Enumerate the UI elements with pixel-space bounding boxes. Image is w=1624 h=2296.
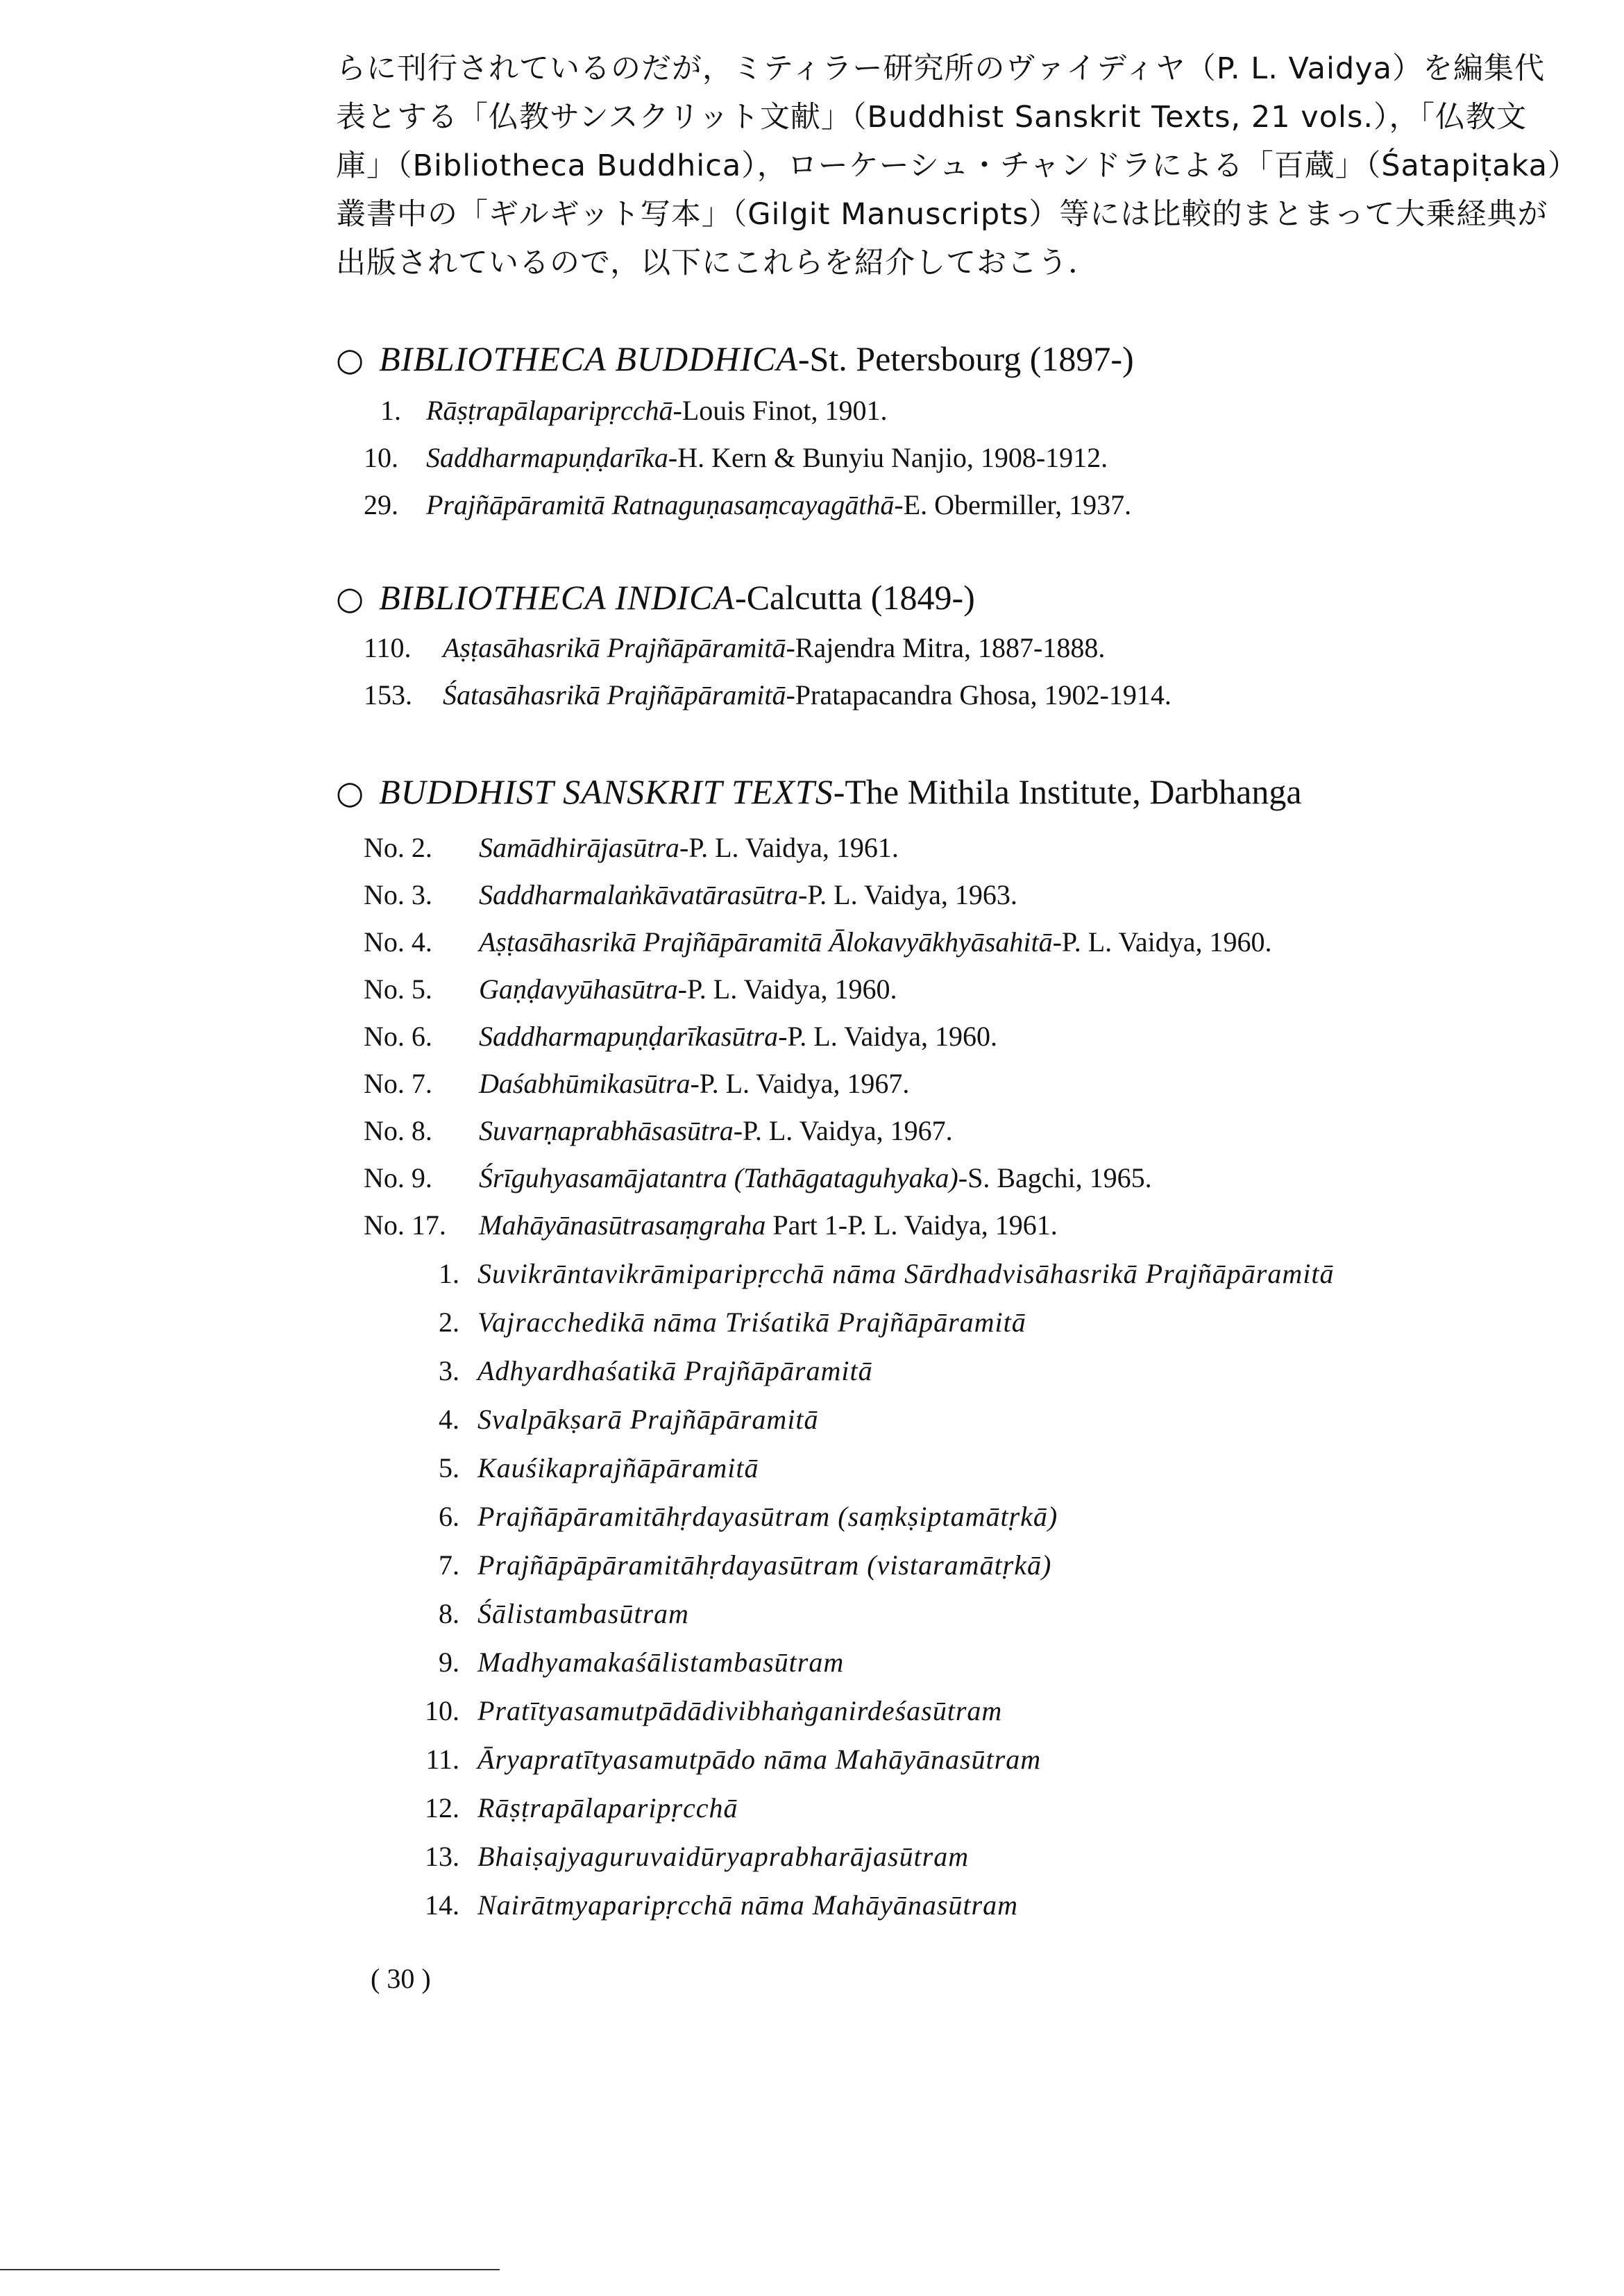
item-details: -P. L. Vaidya, 1967.: [690, 1068, 910, 1099]
sub-item-title: Rāṣṭrapālaparipṛcchā: [477, 1792, 738, 1823]
item-title: Mahāyānasūtrasaṃgraha: [479, 1209, 766, 1241]
sub-item-title: Bhaiṣajyaguruvaidūryaprabharājasūtram: [477, 1841, 970, 1872]
sub-list-item: [407, 1549, 1051, 1581]
sub-list-item: [407, 1694, 1002, 1727]
sub-item-number: 6.: [439, 1501, 459, 1532]
sub-item-number: 8.: [439, 1598, 459, 1629]
series-place: -Calcutta (1849-): [735, 578, 975, 617]
sub-item-title: Śālistambasūtram: [477, 1598, 689, 1629]
sub-item-title: Āryapratītyasamutpādo nāma Mahāyānasūtram: [477, 1744, 1042, 1775]
item-number: 29.: [364, 489, 398, 520]
sub-item-number: 11.: [425, 1744, 459, 1775]
sub-item-number: 3.: [439, 1355, 459, 1386]
list-item: [364, 679, 1172, 711]
series-name: BUDDHIST SANSKRIT TEXTS: [379, 772, 834, 811]
item-title: Śrīguhyasamājatantra (Tathāgataguhyaka): [479, 1162, 958, 1193]
item-title: Śatasāhasrikā Prajñāpāramitā: [443, 679, 786, 711]
item-number: No. 6.: [364, 1021, 432, 1052]
item-number: No. 8.: [364, 1115, 432, 1146]
list-item: [364, 926, 1272, 958]
series-name: BIBLIOTHECA BUDDHICA: [379, 339, 798, 378]
sub-item-number: 14.: [425, 1889, 459, 1921]
intro-line: 叢書中の「ギルギット写本」（Gilgit Manuscripts）等には比較的まとまって大乗経典が: [336, 197, 1548, 232]
item-title: Gaṇḍavyūhasūtra: [479, 973, 678, 1005]
sub-item-title: Nairātmyaparipṛcchā nāma Mahāyānasūtram: [477, 1889, 1018, 1921]
series-name: BIBLIOTHECA INDICA: [379, 578, 736, 617]
sub-item-title: Vajracchedikā nāma Triśatikā Prajñāpāramitā: [477, 1307, 1026, 1338]
footnote-divider: [0, 2269, 500, 2270]
item-title: Aṣṭasāhasrikā Prajñāpāramitā Ālokavyākhyāsahitā: [479, 926, 1053, 958]
sub-item-title: Prajñāpāpāramitāhṛdayasūtram (vistaramātṛkā): [477, 1549, 1052, 1581]
sub-item-title: Svalpākṣarā Prajñāpāramitā: [477, 1404, 819, 1435]
sub-item-number: 7.: [439, 1549, 459, 1581]
list-item: [364, 1209, 1058, 1241]
sub-list-item: [407, 1500, 1058, 1533]
sub-item-number: 12.: [425, 1792, 459, 1823]
item-details: -S. Bagchi, 1965.: [958, 1162, 1152, 1193]
item-number: No. 2.: [364, 832, 432, 863]
series-place: -The Mithila Institute, Darbhanga: [833, 772, 1302, 811]
list-item: [364, 973, 897, 1005]
item-title: Rāṣṭrapālaparipṛcchā: [426, 395, 673, 426]
list-item: [364, 1162, 1152, 1194]
item-details: -P. L. Vaidya, 1960.: [677, 973, 897, 1005]
item-details: -P. L. Vaidya, 1967.: [733, 1115, 953, 1146]
item-number: 10.: [364, 442, 398, 473]
item-number: No. 7.: [364, 1068, 432, 1099]
series-place: -St. Petersbourg (1897-): [797, 339, 1134, 378]
item-details: -P. L. Vaidya, 1963.: [798, 879, 1017, 910]
sub-list-item: [407, 1646, 844, 1678]
section-bullet-icon: ○: [336, 341, 364, 378]
intro-paragraph: [336, 44, 1578, 287]
list-item: [364, 1067, 909, 1100]
section-heading-bibliotheca-indica: [336, 577, 975, 618]
list-item: [380, 394, 887, 427]
item-details: -Louis Finot, 1901.: [673, 395, 888, 426]
item-number: 1.: [380, 395, 401, 426]
item-number: No. 17.: [364, 1209, 446, 1241]
page-number: ( 30 ): [371, 1963, 431, 1994]
item-title: Prajñāpāramitā Ratnaguṇasaṃcayagāthā: [426, 489, 895, 520]
section-heading-buddhist-sanskrit-texts: [336, 772, 1302, 812]
sub-item-title: Suvikrāntavikrāmiparipṛcchā nāma Sārdhadvisāhasrikā Prajñāpāramitā: [477, 1258, 1335, 1289]
item-details: -P. L. Vaidya, 1961.: [679, 832, 899, 863]
item-details: -Pratapacandra Ghosa, 1902-1914.: [786, 679, 1172, 711]
item-number: No. 3.: [364, 879, 432, 910]
sub-item-title: Kauśikaprajñāpāramitā: [477, 1452, 759, 1483]
sub-list-item: [407, 1306, 1026, 1338]
intro-line: 表とする「仏教サンスクリット文献」（Buddhist Sanskrit Texts, 21 vols.），「仏教文: [336, 100, 1528, 135]
sub-list-item: [407, 1354, 873, 1387]
sub-item-title: Pratītyasamutpādādivibhaṅganirdeśasūtram: [477, 1695, 1003, 1726]
item-details: Part 1-P. L. Vaidya, 1961.: [766, 1209, 1058, 1241]
section-bullet-icon: ○: [336, 774, 364, 811]
list-item: [364, 1020, 997, 1053]
sub-list-item: [407, 1403, 819, 1436]
sub-item-number: 5.: [439, 1452, 459, 1483]
sub-list-item: [407, 1792, 738, 1824]
sub-item-title: Madhyamakaśālistambasūtram: [477, 1647, 845, 1678]
item-details: -E. Obermiller, 1937.: [894, 489, 1132, 520]
item-details: -Rajendra Mitra, 1887-1888.: [786, 632, 1106, 663]
intro-line: らに刊行されているのだが，ミティラー研究所のヴァイディヤ（P. L. Vaidya）を編集代: [336, 51, 1546, 86]
item-title: Saddharmapuṇḍarīkasūtra: [479, 1021, 779, 1052]
list-item: [364, 878, 1017, 911]
sub-item-title: Adhyardhaśatikā Prajñāpāramitā: [477, 1355, 873, 1386]
item-title: Aṣṭasāhasrikā Prajñāpāramitā: [443, 632, 786, 663]
sub-list-item: [407, 1840, 969, 1873]
sub-item-number: 9.: [439, 1647, 459, 1678]
sub-item-title: Prajñāpāramitāhṛdayasūtram (saṃkṣiptamātṛkā): [477, 1501, 1058, 1532]
intro-line: 庫」（Bibliotheca Buddhica），ローケーシュ・チャンドラによる「百蔵」（Śatapiṭaka）: [336, 148, 1578, 183]
item-details: -P. L. Vaidya, 1960.: [1052, 926, 1272, 958]
sub-item-number: 10.: [425, 1695, 459, 1726]
list-item: [364, 831, 899, 864]
sub-item-number: 1.: [439, 1258, 459, 1289]
list-item: [364, 631, 1105, 664]
item-title: Samādhirājasūtra: [479, 832, 679, 863]
list-item: [364, 441, 1108, 474]
list-item: [364, 488, 1131, 521]
item-number: 110.: [364, 632, 412, 663]
intro-line: 出版されているので，以下にこれらを紹介しておこう．: [336, 246, 1099, 280]
item-number: No. 5.: [364, 973, 432, 1005]
item-title: Saddharmalaṅkāvatārasūtra: [479, 879, 798, 910]
sub-item-number: 4.: [439, 1404, 459, 1435]
item-details: -H. Kern & Bunyiu Nanjio, 1908-1912.: [668, 442, 1108, 473]
section-heading-bibliotheca-buddhica: [336, 339, 1134, 379]
item-title: Suvarṇaprabhāsasūtra: [479, 1115, 734, 1146]
sub-list-item: [407, 1257, 1334, 1290]
list-item: [364, 1114, 953, 1147]
section-bullet-icon: ○: [336, 579, 364, 617]
sub-list-item: [407, 1597, 689, 1630]
item-title: Daśabhūmikasūtra: [479, 1068, 691, 1099]
sub-item-number: 2.: [439, 1307, 459, 1338]
item-number: No. 9.: [364, 1162, 432, 1193]
item-number: No. 4.: [364, 926, 432, 958]
item-number: 153.: [364, 679, 412, 711]
sub-list-item: [407, 1889, 1018, 1921]
sub-list-item: [407, 1743, 1041, 1776]
item-title: Saddharmapuṇḍarīka: [426, 442, 668, 473]
sub-item-number: 13.: [425, 1841, 459, 1872]
item-details: -P. L. Vaidya, 1960.: [778, 1021, 998, 1052]
sub-list-item: [407, 1452, 759, 1484]
